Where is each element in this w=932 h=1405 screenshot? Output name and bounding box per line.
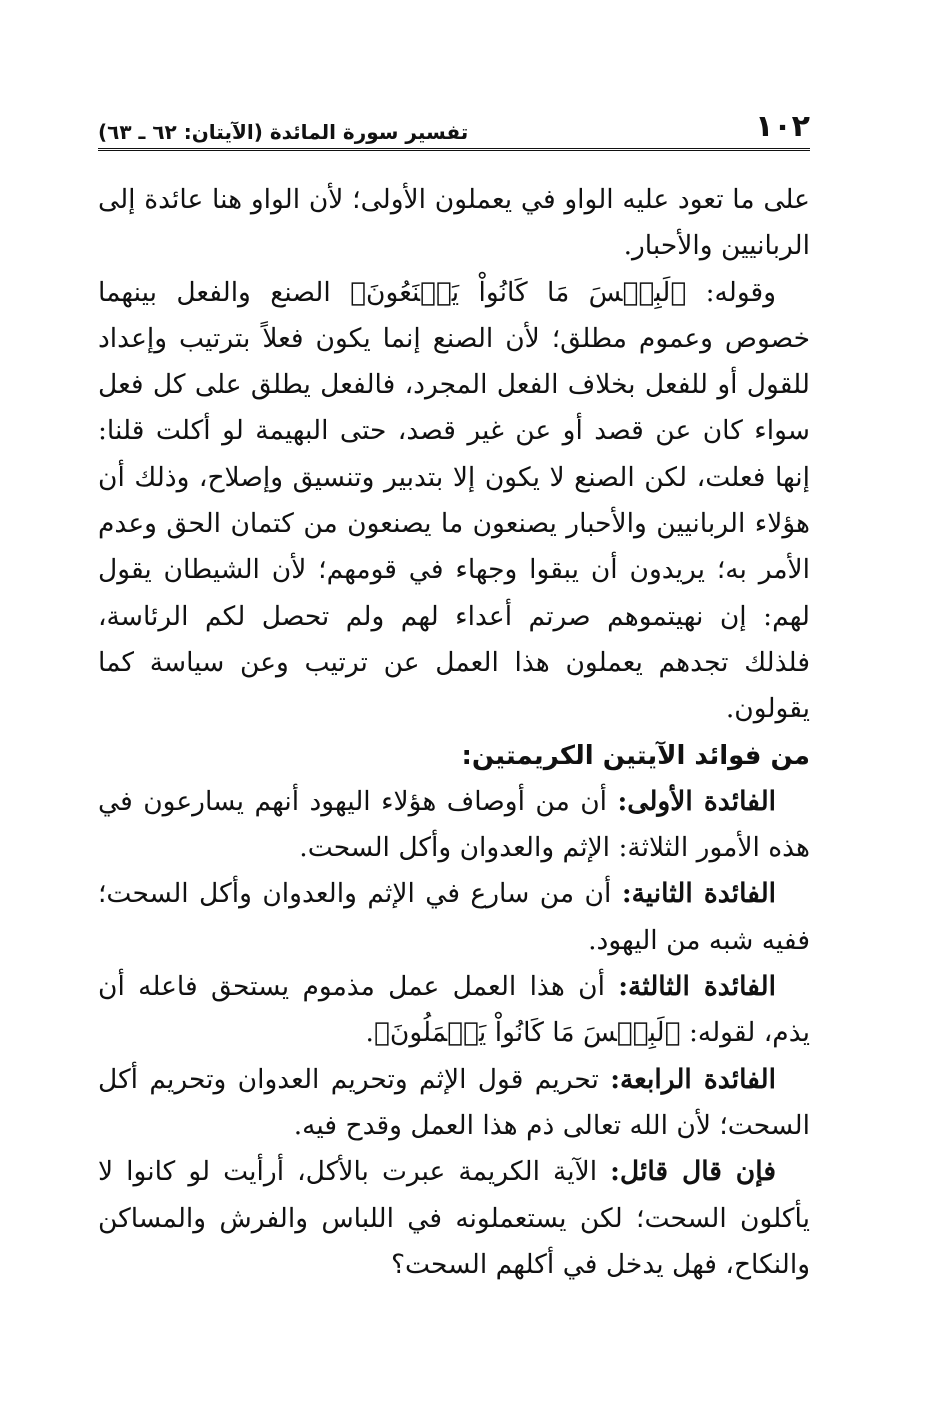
book-page xyxy=(98,100,810,1288)
page-header xyxy=(98,100,810,151)
section-heading: من فوائد الآيتين الكريمتين: xyxy=(461,740,810,771)
benefit-second xyxy=(98,871,810,964)
paragraph-verse-commentary xyxy=(98,270,810,733)
benefit-fourth-text: تحريم قول الإثم وتحريم العدوان وتحريم أكل السحت؛ لأن الله تعالى ذم هذا العمل وقدح فيه. xyxy=(98,1063,810,1141)
benefit-third xyxy=(98,964,810,1057)
question-label: فإن قال قائل: xyxy=(610,1156,776,1188)
benefit-first-label: الفائدة الأولى: xyxy=(617,785,777,817)
question-text: الآية الكريمة عبرت بالأكل، أرأيت لو كانوا لا يأكلون السحت؛ لكن يستعملونه في اللباس والفرش والمساكن والنكاح، فهل يدخل في أكلهم السحت؟ xyxy=(98,1156,810,1280)
page-number: ١٠٢ xyxy=(755,109,810,144)
benefit-first-text: أن من أوصاف هؤلاء اليهود أنهم يسارعون في هذه الأمور الثلاثة: الإثم والعدوان وأكل السحت. xyxy=(98,785,810,864)
page-body xyxy=(98,177,810,1288)
paragraph-body-text: الصنع والفعل بينهما خصوص وعموم مطلق؛ لأن الصنع إنما يكون فعلاً بترتيب وإعداد للقول أو للفعل بخلاف الفعل المجرد، فالفعل يطلق على كل فعل سواء كان عن قصد أو عن غير قصد، حتى البهيمة لو أكلت قلنا: إنها فعلت، لكن الصنع لا يكون إلا بتدبير وتنسيق وإصلاح، وذلك أن هؤلاء الربانيين والأحبار يصنعون ما يصنعون من كتمان الحق وعدم الأمر به؛ يريدون أن يبقوا وجهاء في قومهم؛ لأن الشيطان يقول لهم: إن نهيتموهم صرتم أعداء لهم ولم تحصل لكم الرئاسة، فلذلك تجدهم يعملون هذا العمل عن ترتيب وعن سياسة كما يقولون. xyxy=(98,276,810,725)
benefit-fourth xyxy=(98,1057,810,1150)
benefit-third-text: أن هذا العمل عمل مذموم يستحق فاعله أن يذم، لقوله: xyxy=(98,971,810,1049)
quran-verse: ﴿لَبِئۡسَ مَا كَانُواْ يَعۡمَلُونَ﴾ xyxy=(373,1017,681,1049)
benefit-third-end: . xyxy=(365,1017,374,1049)
benefit-third-label: الفائدة الثالثة: xyxy=(618,971,776,1003)
paragraph-lead-text: وقوله: xyxy=(686,276,776,308)
benefit-second-text: أن من سارع في الإثم والعدوان وأكل السحت؛ ففيه شبه من اليهود. xyxy=(98,878,810,956)
benefit-fourth-label: الفائدة الرابعة: xyxy=(610,1063,776,1095)
benefit-first xyxy=(98,779,810,872)
paragraph-intro: على ما تعود عليه الواو في يعملون الأولى؛ لأن الواو هنا عائدة إلى الربانيين والأحبار. xyxy=(98,184,810,262)
quran-verse: ﴿لَبِئۡسَ مَا كَانُواْ يَصۡنَعُونَ﴾ xyxy=(350,276,687,308)
benefit-second-label: الفائدة الثانية: xyxy=(621,878,777,910)
running-title: تفسير سورة المائدة (الآيتان: ٦٢ ـ ٦٣) xyxy=(98,120,469,144)
question-paragraph xyxy=(98,1149,810,1288)
